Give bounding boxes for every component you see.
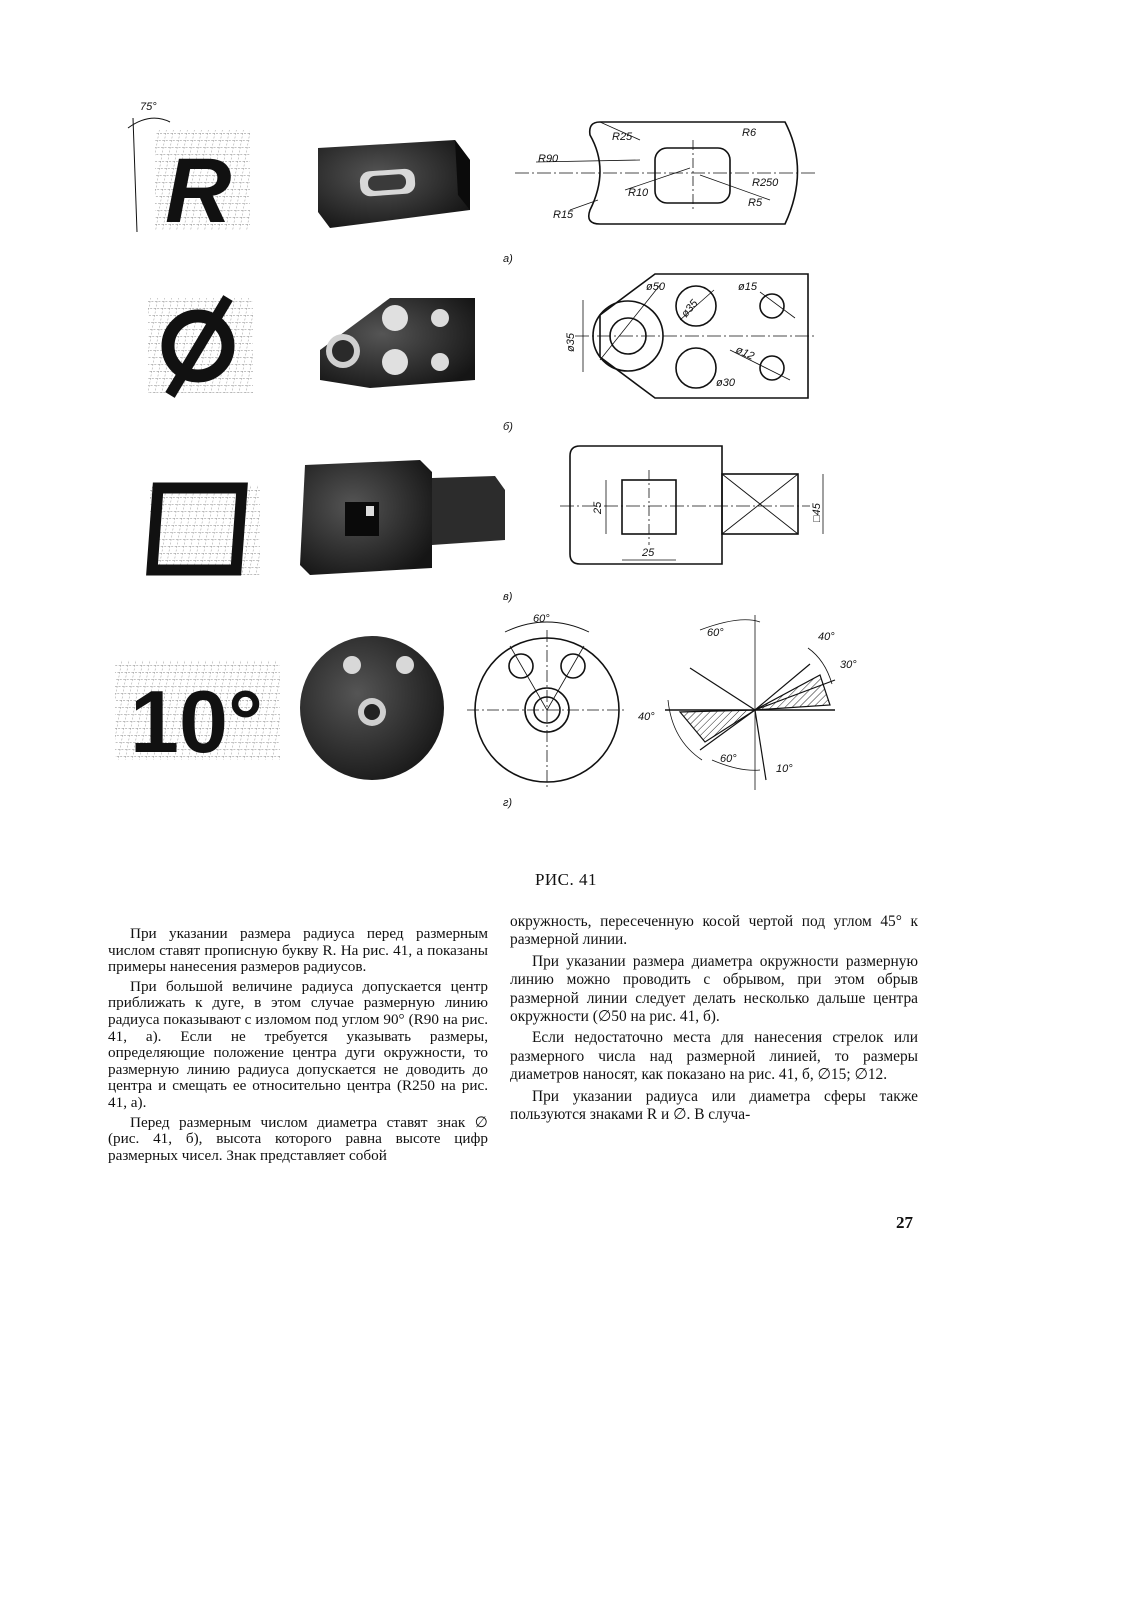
row-a-symbol-r (128, 101, 250, 242)
page-number: 27 (896, 1213, 913, 1232)
row-b-photo (320, 298, 475, 388)
sub-label-c: в) (503, 591, 513, 603)
dim-d30: ø30 (716, 377, 735, 389)
dim-r25: R25 (612, 131, 633, 143)
paragraph: Перед размерным числом диаметра ставят знак ∅ (рис. 41, б), высота которого равна высоте цифр размерных чисел. Знак представляет собой (108, 1113, 488, 1164)
sub-label-a: а) (503, 253, 513, 265)
row-d-symbol-angle (115, 660, 280, 771)
row-c-photo (300, 460, 505, 575)
dim-60-circle: 60° (533, 613, 550, 625)
paragraph: При большой величине радиуса допускается центр приближать к дуге, в этом случае размерную линию радиуса показывают с изломом под углом 90° (R90 на рис. 41, а). Если не требуется указывать размеры, определяющие положение центра дуги окружности, то размерную линию радиуса допускается не доводить до центра и смещать ее относительно центра (R250 на рис. 41, а). (108, 977, 488, 1111)
dim-d15: ø15 (738, 281, 757, 293)
paragraph: При указании радиуса или диаметра сферы также пользуются знаками R и ∅. В случа- (510, 1087, 918, 1124)
dim-r90: R90 (538, 153, 559, 165)
row-a-photo (318, 140, 470, 228)
dim-r5: R5 (748, 197, 763, 209)
dim-d50: ø50 (646, 281, 665, 293)
dim-40-left: 40° (638, 711, 655, 723)
paragraph: При указании размера диаметра окружности размерную линию можно проводить с обрывом, при этом обрыв размерной линии следует делать несколько дальше центра окружности (∅50 на рис. 41, б). (510, 952, 918, 1026)
dim-60-bottom: 60° (720, 753, 737, 765)
text-column-left (108, 926, 488, 1164)
dim-r6: R6 (742, 127, 757, 139)
dim-d35: ø35 (565, 333, 577, 352)
angle-10-symbol: 10° (130, 672, 264, 771)
dim-d35b: ø35 (679, 297, 701, 320)
dim-10: 10° (776, 763, 793, 775)
figure-caption: РИС. 41 (534, 870, 598, 889)
dim-25-vert: 25 (592, 501, 604, 514)
dim-40-top: 40° (818, 631, 835, 643)
dim-60-top: 60° (707, 627, 724, 639)
sub-label-d: г) (503, 797, 513, 809)
angle-75: 75° (140, 101, 157, 113)
dim-30: 30° (840, 659, 857, 671)
dim-sq45: □45 (811, 503, 823, 522)
dim-r250: R250 (752, 177, 779, 189)
row-a-drawing (515, 122, 815, 224)
letter-r: R (165, 140, 232, 242)
row-c-symbol-square (150, 485, 260, 575)
paragraph: При указании размера радиуса перед размерным числом ставят прописную букву R. На рис. 41, а показаны примеры нанесения размеров радиусов. (108, 925, 488, 976)
dim-25-horiz: 25 (642, 547, 655, 559)
dim-r15: R15 (553, 209, 574, 221)
row-d-photo (300, 636, 444, 780)
dim-d12: ø12 (733, 343, 756, 363)
row-d-circle-drawing (467, 613, 627, 790)
paragraph: Если недостаточно места для нанесения стрелок или размерного числа над размерной линией, то размеры диаметров наносят, как показано на рис. 41, б, ∅15; ∅12. (510, 1029, 918, 1084)
sub-label-b: б) (503, 421, 513, 433)
row-b-symbol-diameter (148, 298, 253, 395)
row-c-drawing (560, 446, 823, 564)
row-b-drawing (565, 274, 815, 398)
paragraph: окружность, пересеченную косой чертой под углом 45° к размерной линии. (510, 913, 918, 949)
text-column-right (510, 913, 918, 1124)
row-d-angle-drawing (638, 615, 857, 790)
dim-r10: R10 (628, 187, 649, 199)
